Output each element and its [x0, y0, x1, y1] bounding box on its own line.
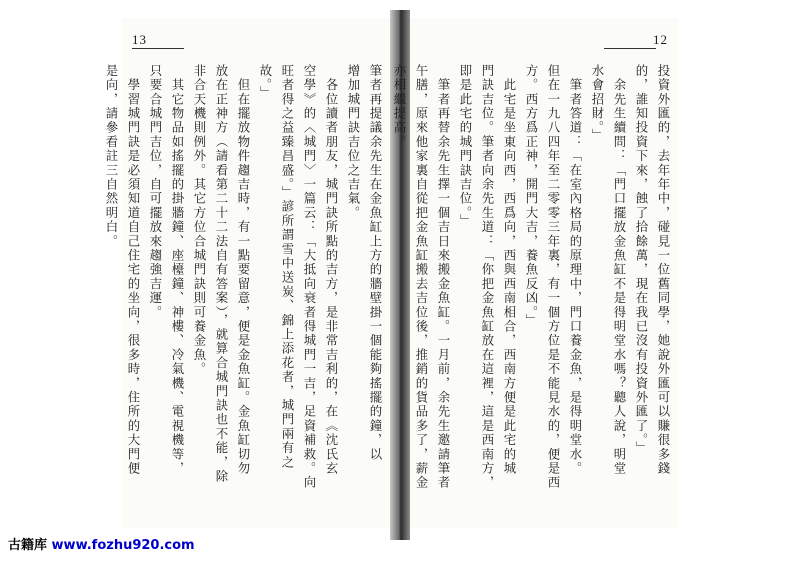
text-column: 水會招財。」	[590, 64, 605, 143]
text-column: 午膳，原來他家裏自從把金魚缸搬去吉位後，推銷的貨品多了，薪金	[414, 64, 429, 490]
text-column: 筆者再替余先生擇一個吉日來搬金魚缸。一月前，余先生邀請筆者	[436, 64, 451, 490]
text-column: 增加城門訣吉位之吉氣。	[346, 64, 361, 221]
watermark-site-name: 古籍库	[8, 538, 48, 553]
page-number-left: 13	[132, 32, 147, 47]
text-column: 故。」	[258, 64, 273, 101]
text-column: 余先生續問：「門口擺放金魚缸不是得明堂水嗎？聽人說，明堂	[612, 64, 627, 476]
text-column: 放在正神方（請看第二十二法自有答案），就算合城門訣也不能，除	[214, 64, 229, 484]
left-text-body	[104, 64, 386, 504]
text-column: 學習城門訣是必須知道自己住宅的坐向，很多時，住所的大門便	[126, 64, 141, 476]
text-column: 即是此宅的城門訣吉位。」	[458, 64, 473, 229]
text-column: 筆者答道：「在室內格局的原理中，門口養金魚，是得明堂水。	[568, 64, 583, 476]
right-page	[392, 18, 678, 528]
watermark-footer	[8, 534, 195, 553]
watermark-url[interactable]: www.fozhu920.com	[51, 538, 195, 553]
text-column: 是向，請參看註三自然明白。	[104, 64, 119, 249]
text-column: 旺者得之益臻昌盛。」諺所謂雪中送炭、錦上添花者，城門兩有之	[280, 64, 295, 470]
text-column: 投資外匯的，去年年中，碰見一位舊同學，她說外匯可以賺很多錢	[656, 64, 671, 476]
text-column: 筆者再提議余先生在金魚缸上方的牆壁掛一個能夠搖擺的鐘，以	[368, 64, 383, 462]
text-column: 此宅是坐東向西，西爲向，西與西南相合，西南方便是此宅的城	[502, 64, 517, 476]
text-column: 非合天機則例外。其它方位合城門訣則可養金魚。	[192, 64, 207, 377]
left-page	[104, 18, 390, 528]
header-rule-left	[132, 48, 184, 49]
text-column: 但在擺放物件趨吉時，有一點要留意，便是金魚缸。金魚缸切勿	[236, 64, 251, 476]
text-column: 門訣吉位。筆者向余先生道：「你把金魚缸放在這裡，這是西南方，	[480, 64, 495, 490]
right-text-body	[392, 64, 674, 504]
text-column: 只要合城門吉位，自可擺放來趨強吉運。	[148, 64, 163, 320]
text-column: 但在一九八四年至二零零三年裏，有一個方位是不能見水的，便是西	[546, 64, 561, 490]
text-column: 其它物品如搖擺的掛牆鐘、座檯鐘、神樓、冷氣機、電視機等，	[170, 64, 185, 476]
header-rule-right	[604, 48, 656, 49]
text-column: 各位讀者朋友，城門訣所點的吉方，是非常吉利的，在《沈氏玄	[324, 64, 339, 476]
page-number-right: 12	[653, 32, 668, 47]
text-column: 亦相繼提高。	[392, 64, 407, 150]
text-column: 空學》的〈城門〉一篇云：「大抵向衰者得城門一吉，足資補救。向	[302, 64, 317, 490]
text-column: 方。西方爲正神，開門大吉，養魚反凶。」	[524, 64, 539, 328]
text-column: 的，誰知投資下來，蝕了拾餘萬，現在我已沒有投資外匯了。」	[634, 64, 649, 456]
